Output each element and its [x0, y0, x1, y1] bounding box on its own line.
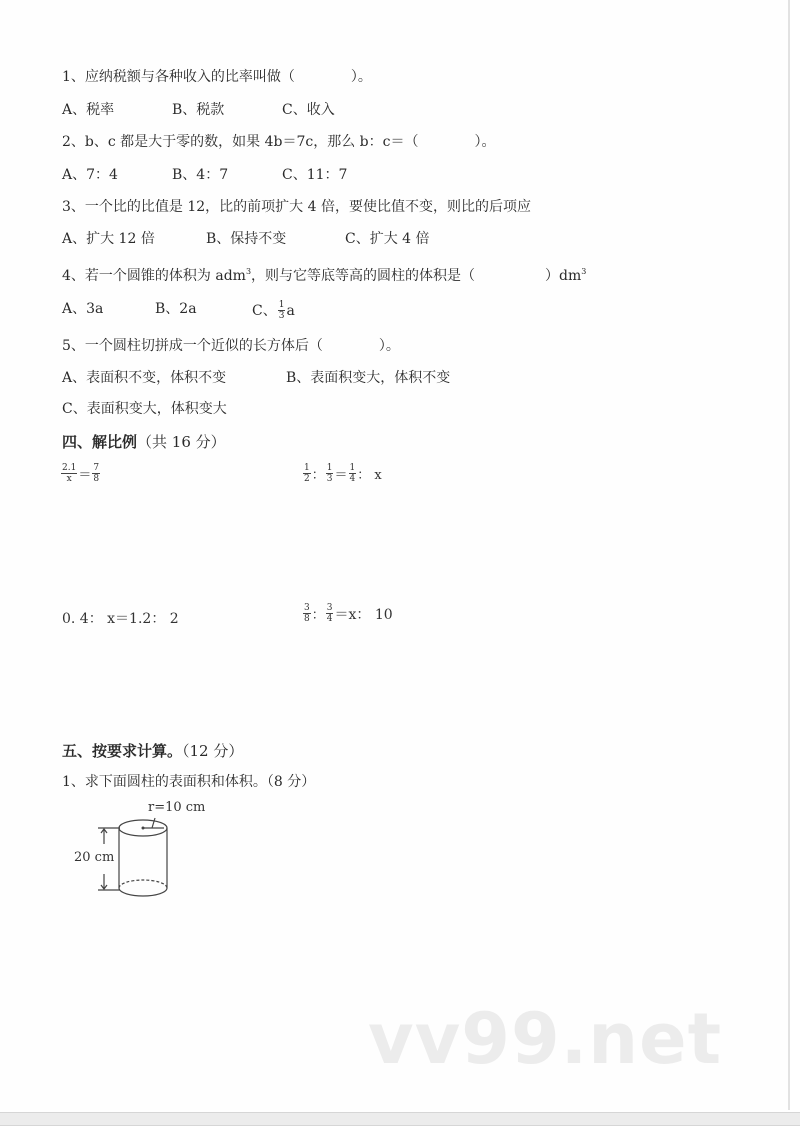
fraction: $\frac{1}{3}$ [278, 300, 285, 321]
q1-option-b: B、税款 [172, 102, 225, 118]
page-edge-divider [788, 0, 790, 1110]
q3-option-b: B、保持不变 [206, 231, 287, 247]
q2-option-b: B、4：7 [172, 167, 229, 183]
q1-option-c: C、收入 [282, 102, 335, 118]
q1-option-a: A、税率 [62, 102, 115, 118]
q3-option-a: A、扩大 12 倍 [62, 231, 155, 247]
q3-option-c: C、扩大 4 倍 [345, 231, 430, 247]
radius-label: r=10 cm [148, 800, 206, 815]
q2-option-c: C、11：7 [282, 167, 348, 183]
section-5-heading: 五、按要求计算。（12 分） [62, 742, 244, 760]
cylinder-figure [70, 798, 230, 898]
q5-option-c: C、表面积变大，体积变大 [62, 401, 227, 417]
q5-option-b: B、表面积变大，体积不变 [286, 370, 451, 386]
proportion-eq-4: $\frac{3}{8}$ ： $\frac{3}{4}$ ＝x： 10 [304, 603, 393, 624]
q4-option-c: C、 $\frac{1}{3}$ a [252, 300, 295, 321]
section-4-heading: 四、解比例（共 16 分） [62, 433, 226, 451]
watermark: vv99.net [368, 998, 723, 1080]
proportion-eq-2: $\frac{1}{2}$ ： $\frac{1}{3}$ ＝ $\frac{1}{4}$ ： x [304, 463, 382, 484]
q4-option-a: A、3a [62, 301, 104, 317]
section-5-question-1: 1、求下面圆柱的表面积和体积。（8 分） [62, 774, 316, 790]
question-1: 1、应纳税额与各种收入的比率叫做（ ）。 [62, 69, 372, 85]
q5-option-a: A、表面积不变，体积不变 [62, 370, 227, 386]
question-5: 5、一个圆柱切拼成一个近似的长方体后（ ）。 [62, 338, 400, 354]
proportion-eq-1: $\frac{2.1}{x}$ ＝ $\frac{7}{8}$ [62, 463, 100, 484]
proportion-eq-3: 0. 4： x＝1.2： 2 [62, 611, 179, 627]
q4-option-b: B、2a [155, 301, 197, 317]
question-2: 2、b、c 都是大于零的数，如果 4b＝7c，那么 b：c＝（ ）。 [62, 134, 496, 150]
question-4: 4、若一个圆锥的体积为 adm$^3$，则与它等底等高的圆柱的体积是（ ）$dm^3$ [62, 267, 587, 284]
question-3: 3、一个比的比值是 12，比的前项扩大 4 倍，要使比值不变，则比的后项应 [62, 199, 531, 215]
height-label: 20 cm [74, 850, 115, 865]
page-gap-divider [0, 1112, 800, 1126]
q2-option-a: A、7：4 [62, 167, 118, 183]
